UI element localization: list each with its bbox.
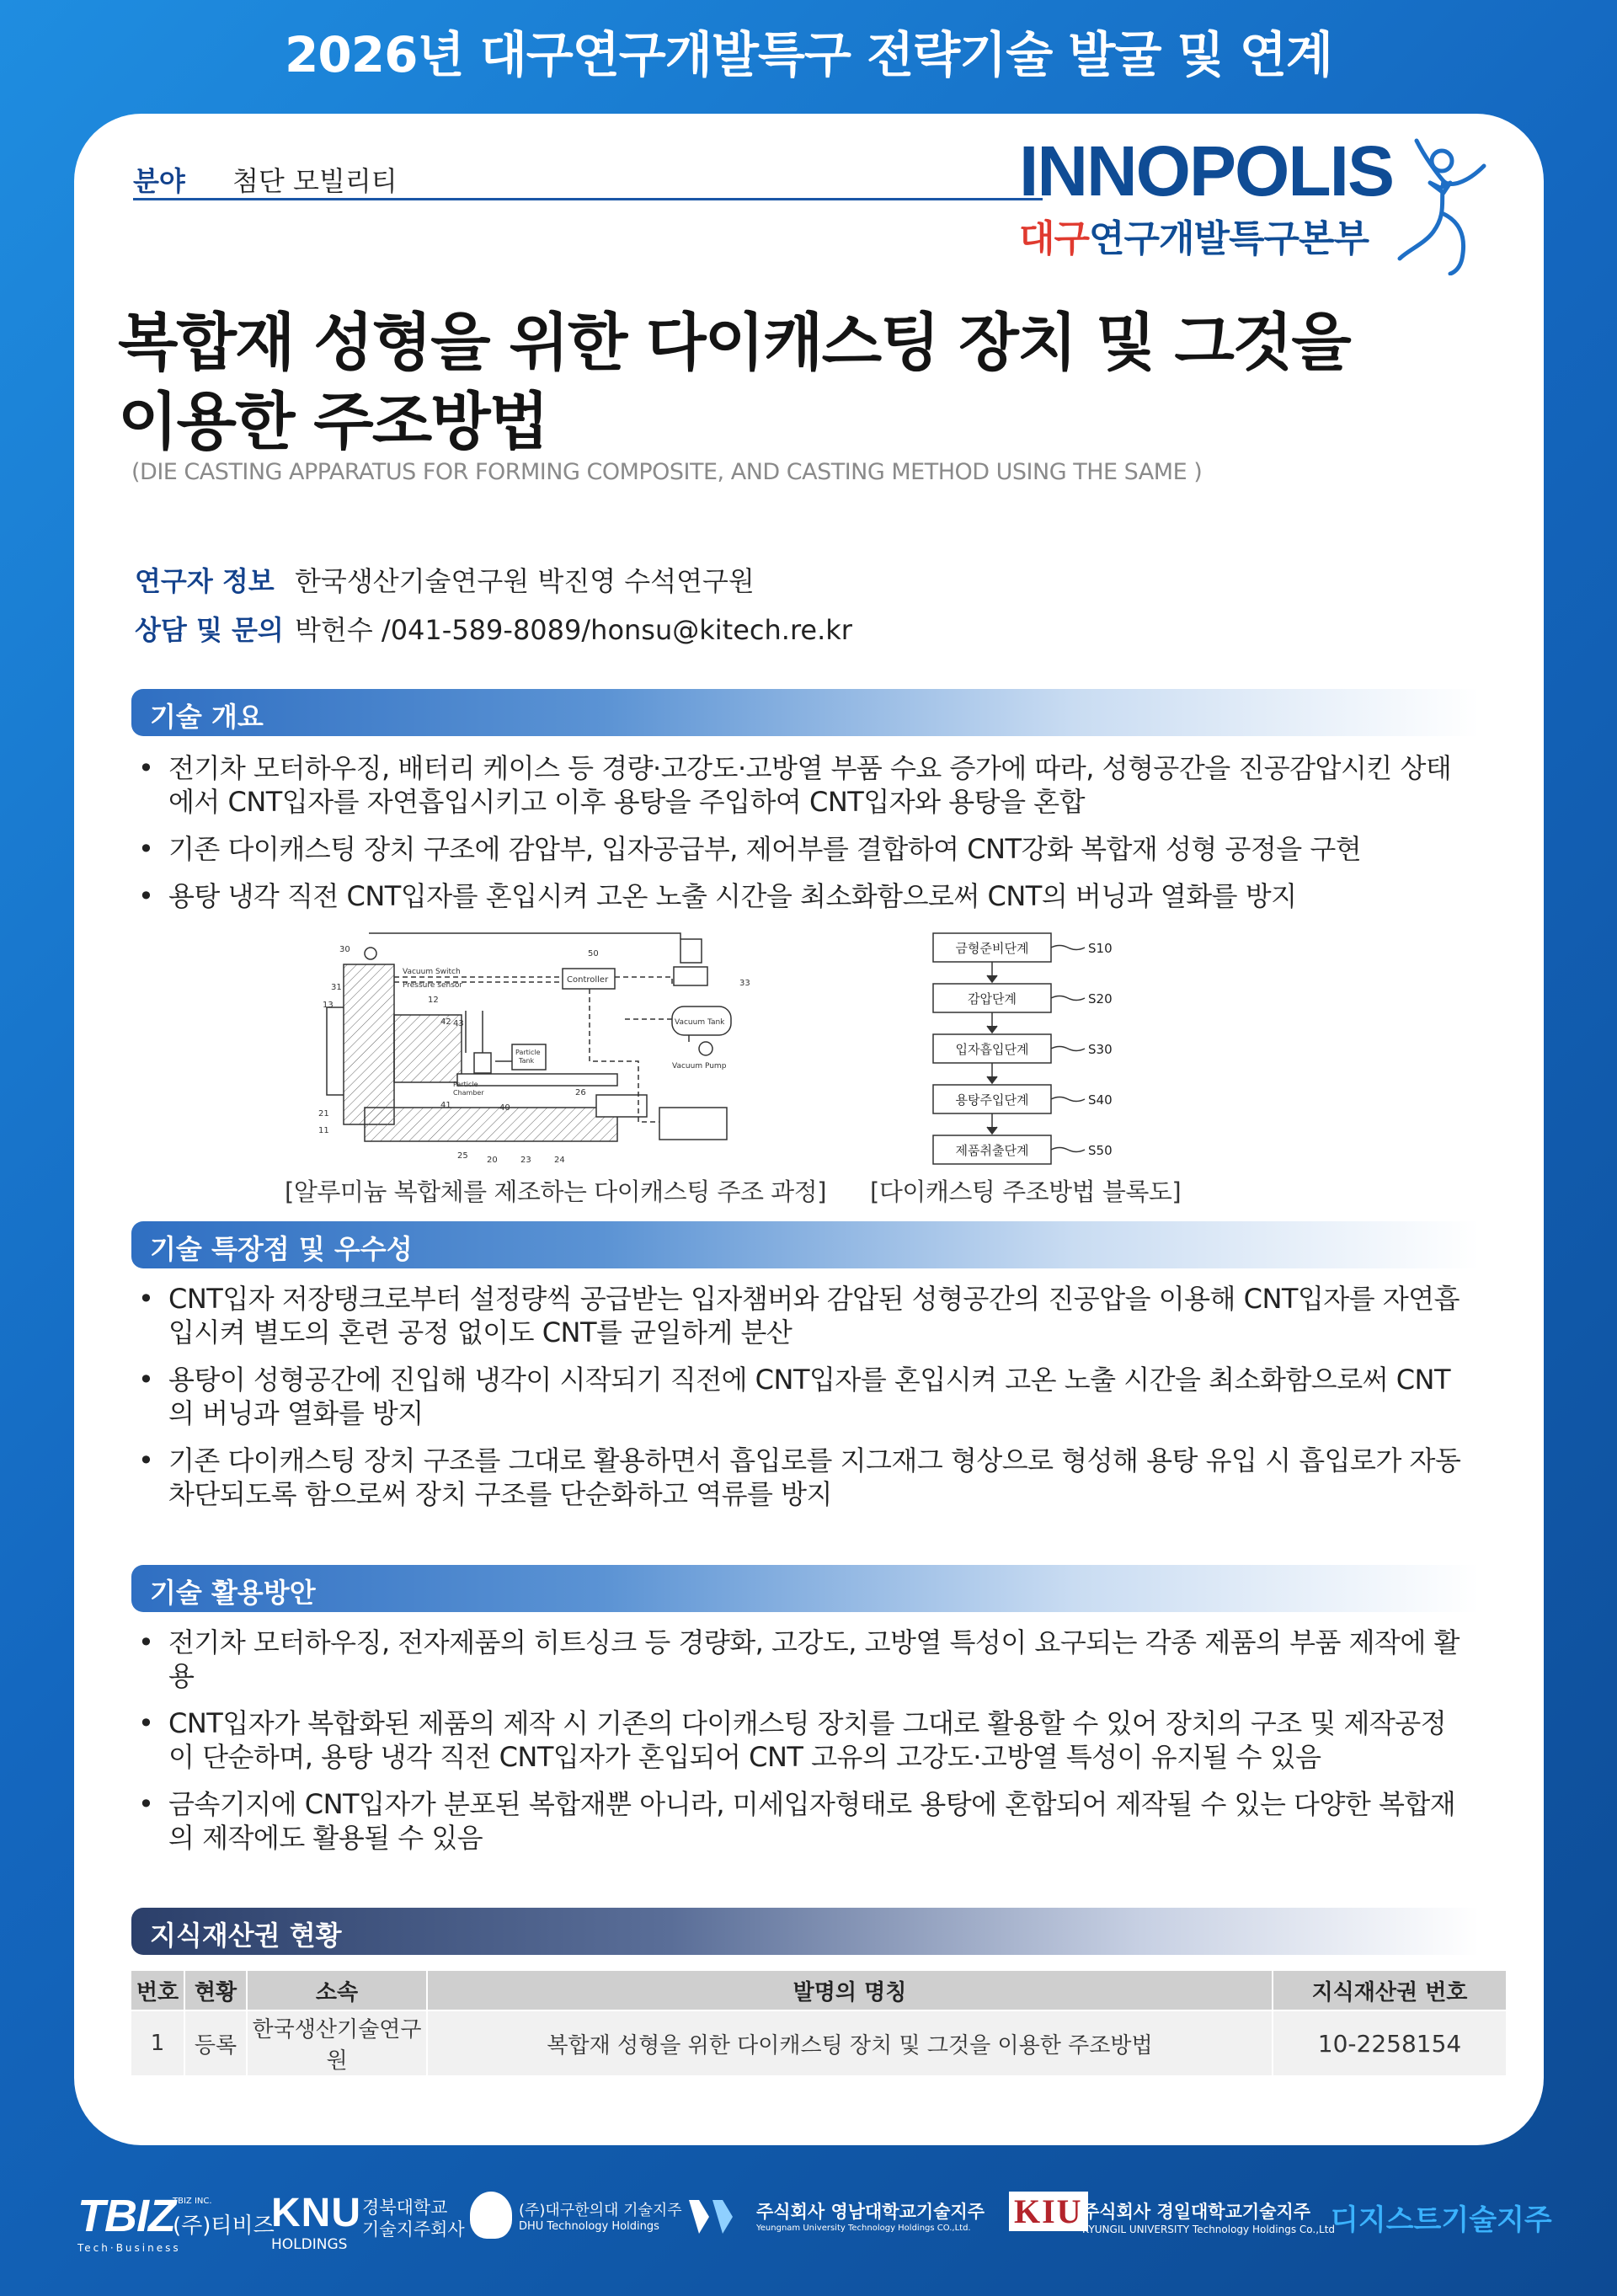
footer-partner-logos: [0, 2173, 1617, 2266]
flow-step-code: S10: [1088, 941, 1113, 956]
svg-text:26: 26: [575, 1088, 586, 1097]
svg-text:Vacuum Tank: Vacuum Tank: [675, 1018, 725, 1027]
dhu-name: (주)대구한의대 기술지주: [519, 2202, 682, 2219]
kiu-name: 주식회사 경일대학교기술지주: [1082, 2202, 1311, 2222]
svg-text:12: 12: [428, 996, 439, 1005]
knu-name-1: 경북대학교: [362, 2197, 448, 2218]
label-controller: Controller: [567, 975, 609, 985]
svg-text:43: 43: [453, 1019, 464, 1028]
logo-subtitle-accent: 대구: [1019, 217, 1090, 260]
dhu-emblem-icon: [470, 2192, 512, 2239]
cell-status: 등록: [184, 2010, 247, 2075]
yu-sub: Yeungnam University Technology Holdings CO.,Ltd.: [756, 2224, 971, 2233]
table-header-row: [131, 1971, 1507, 2010]
logo-subtitle: [1019, 208, 1369, 262]
field-row: [133, 163, 984, 213]
svg-text:25: 25: [457, 1151, 468, 1161]
title-line-1: 복합재 성형을 위한 다이캐스팅 장치 및 그것을: [118, 307, 1350, 379]
svg-text:11: 11: [318, 1126, 329, 1135]
col-header: 발명의 명칭: [427, 1971, 1273, 2010]
knu-name: [362, 2197, 465, 2240]
svg-text:40: 40: [499, 1103, 510, 1113]
knu-logo: [271, 2190, 361, 2253]
svg-text:33: 33: [739, 979, 750, 988]
figure-left-caption: [알루미늄 복합체를 제조하는 다이캐스팅 주조 과정]: [285, 1177, 827, 1206]
features-list: [133, 1282, 1464, 1524]
knu-wordmark: KNU: [271, 2191, 361, 2235]
tbiz-inc: TBIZ INC.: [173, 2197, 212, 2206]
section-title: 기술 개요: [150, 701, 264, 733]
svg-text:23: 23: [520, 1156, 531, 1165]
svg-text:31: 31: [331, 983, 342, 992]
field-divider: [133, 198, 1043, 200]
list-item: • 전기차 모터하우징, 배터리 케이스 등 경량·고강도·고방열 부품 수요 증가에 따라, 성형공간을 진공감압시킨 상태에서 CNT입자를 자연흡입시키고 이후 용탕을 주입하여 CNT입자와 용탕을 혼합: [133, 751, 1464, 819]
svg-text:21: 21: [318, 1109, 329, 1119]
col-header: 현황: [184, 1971, 247, 2010]
svg-text:24: 24: [554, 1156, 565, 1165]
page-banner: 2026년 대구연구개발특구 전략기술 발굴 및 연계: [285, 26, 1332, 83]
figure-right-caption: [다이캐스팅 주조방법 블록도]: [870, 1177, 1182, 1206]
knu-holdings: HOLDINGS: [271, 2236, 348, 2253]
col-header: 번호: [131, 1971, 184, 2010]
flow-step-code: S30: [1088, 1042, 1113, 1057]
cell-ip-number: 10-2258154: [1273, 2010, 1507, 2075]
contact-value: 박헌수 /041-589-8089/honsu@kitech.re.kr: [295, 614, 852, 646]
logo-subtitle-rest: 연구개발특구본부: [1089, 217, 1369, 260]
title-line-2: 이용한 주조방법: [118, 386, 548, 458]
section-header-overview: [131, 689, 1479, 736]
flow-step-label: 제품취출단계: [955, 1143, 1029, 1158]
field-label: 분야: [133, 165, 185, 197]
innopolis-logo: [1019, 131, 1491, 274]
researcher-label: 연구자 정보: [135, 565, 275, 597]
list-item: • 용탕이 성형공간에 진입해 냉각이 시작되기 직전에 CNT입자를 혼입시켜 고온 노출 시간을 최소화함으로써 CNT의 버닝과 열화를 방지: [133, 1363, 1464, 1430]
kiu-wordmark: KIU: [1009, 2192, 1088, 2231]
document-title: [118, 303, 1499, 462]
ip-table: [131, 1971, 1508, 2075]
list-item: • 기존 다이캐스팅 장치 구조를 그대로 활용하면서 흡입로를 지그재그 형상으로 형성해 용탕 유입 시 흡입로가 자동 차단되도록 함으로써 장치 구조를 단순화하고 역류를 방지: [133, 1444, 1464, 1511]
tbiz-logo: [77, 2190, 181, 2254]
logo-wordmark: INNOPOLIS: [1019, 131, 1394, 211]
col-header: 소속: [247, 1971, 427, 2010]
tbiz-wordmark: TBIZ: [77, 2191, 175, 2241]
col-header: 지식재산권 번호: [1273, 1971, 1507, 2010]
kiu-sub: KYUNGIL UNIVERSITY Technology Holdings Co.,Ltd: [1082, 2224, 1336, 2235]
tbiz-name: (주)티비즈: [173, 2213, 275, 2239]
yu-name: 주식회사 영남대학교기술지주: [756, 2202, 985, 2222]
svg-text:Vacuum Switch: Vacuum Switch: [403, 968, 461, 976]
dhu-sub: DHU Technology Holdings: [519, 2220, 659, 2233]
researcher-value: 한국생산기술연구원 박진영 수석연구원: [295, 565, 755, 597]
list-item: • 용탕 냉각 직전 CNT입자를 혼입시켜 고온 노출 시간을 최소화함으로써 CNT의 버닝과 열화를 방지: [133, 879, 1464, 913]
section-header-features: [131, 1221, 1479, 1268]
svg-text:13: 13: [323, 1001, 334, 1010]
section-title: 기술 활용방안: [150, 1577, 316, 1609]
applications-list: [133, 1626, 1464, 1868]
researcher-info: [135, 560, 755, 599]
flow-step-code: S40: [1088, 1092, 1113, 1108]
document-card: [74, 114, 1544, 2145]
list-item: • 전기차 모터하우징, 전자제품의 히트싱크 등 경량화, 고강도, 고방열 특성이 요구되는 각종 제품의 부품 제작에 활용: [133, 1626, 1464, 1693]
svg-text:Particle: Particle: [453, 1081, 478, 1088]
svg-text:Pressure sensor: Pressure sensor: [403, 981, 463, 990]
flow-step-label: 금형준비단계: [955, 941, 1029, 956]
dgist-wordmark: 디지스트기술지주: [1331, 2203, 1552, 2237]
svg-text:20: 20: [487, 1156, 498, 1165]
section-header-applications: [131, 1565, 1479, 1612]
casting-method-flowchart: [916, 926, 1203, 1200]
yu-logo-icon: [684, 2198, 751, 2235]
svg-text:Vacuum Pump: Vacuum Pump: [672, 1062, 727, 1071]
overview-list: [133, 751, 1464, 926]
section-title: 지식재산권 현황: [150, 1920, 342, 1952]
svg-text:Particle: Particle: [515, 1049, 541, 1056]
list-item: • CNT입자가 복합화된 제품의 제작 시 기존의 다이캐스팅 장치를 그대로 활용할 수 있어 장치의 구조 및 제작공정이 단순하며, 용탕 냉각 직전 CNT입자가 혼입되어 CNT 고유의 고강도·고방열 특성이 유지될 수 있음: [133, 1706, 1464, 1774]
knu-name-2: 기술지주회사: [362, 2219, 465, 2240]
section-title: 기술 특장점 및 우수성: [150, 1233, 413, 1265]
flow-step-code: S50: [1088, 1143, 1113, 1158]
list-item: • CNT입자 저장탱크로부터 설정량씩 공급받는 입자챔버와 감압된 성형공간의 진공압을 이용해 CNT입자를 자연흡입시켜 별도의 혼련 공정 없이도 CNT를 균일하게 분산: [133, 1282, 1464, 1349]
contact-label: 상담 및 문의: [135, 614, 284, 646]
section-header-ip: [131, 1908, 1479, 1955]
cell-affiliation: 한국생산기술연구원: [247, 2010, 427, 2075]
list-item: • 기존 다이캐스팅 장치 구조에 감압부, 입자공급부, 제어부를 결합하여 CNT강화 복합재 성형 공정을 구현: [133, 832, 1464, 866]
svg-text:30: 30: [339, 945, 350, 954]
die-casting-apparatus-diagram: [318, 926, 849, 1200]
svg-text:Tank: Tank: [519, 1057, 535, 1065]
table-row: [131, 2010, 1507, 2075]
svg-text:42: 42: [440, 1017, 451, 1027]
runner-figure-icon: [1391, 132, 1492, 275]
flow-step-code: S20: [1088, 991, 1113, 1007]
list-item: • 금속기지에 CNT입자가 분포된 복합재뿐 아니라, 미세입자형태로 용탕에 혼합되어 제작될 수 있는 다양한 복합재의 제작에도 활용될 수 있음: [133, 1787, 1464, 1855]
svg-text:41: 41: [440, 1101, 451, 1110]
svg-text:Chamber: Chamber: [453, 1089, 484, 1097]
flow-step-label: 입자흡입단계: [955, 1042, 1029, 1057]
cell-invention-title: 복합재 성형을 위한 다이캐스팅 장치 및 그것을 이용한 주조방법: [427, 2010, 1273, 2075]
english-subtitle: (DIE CASTING APPARATUS FOR FORMING COMPOSITE, AND CASTING METHOD USING THE SAME ): [131, 459, 1203, 485]
field-value: 첨단 모빌리티: [232, 165, 398, 197]
cell-number: 1: [131, 2010, 184, 2075]
flow-step-label: 감압단계: [968, 991, 1017, 1007]
contact-info: [135, 609, 852, 648]
tbiz-tagline: Tech·Business: [77, 2242, 181, 2254]
flow-step-label: 용탕주입단계: [955, 1092, 1029, 1108]
svg-text:50: 50: [588, 949, 599, 958]
